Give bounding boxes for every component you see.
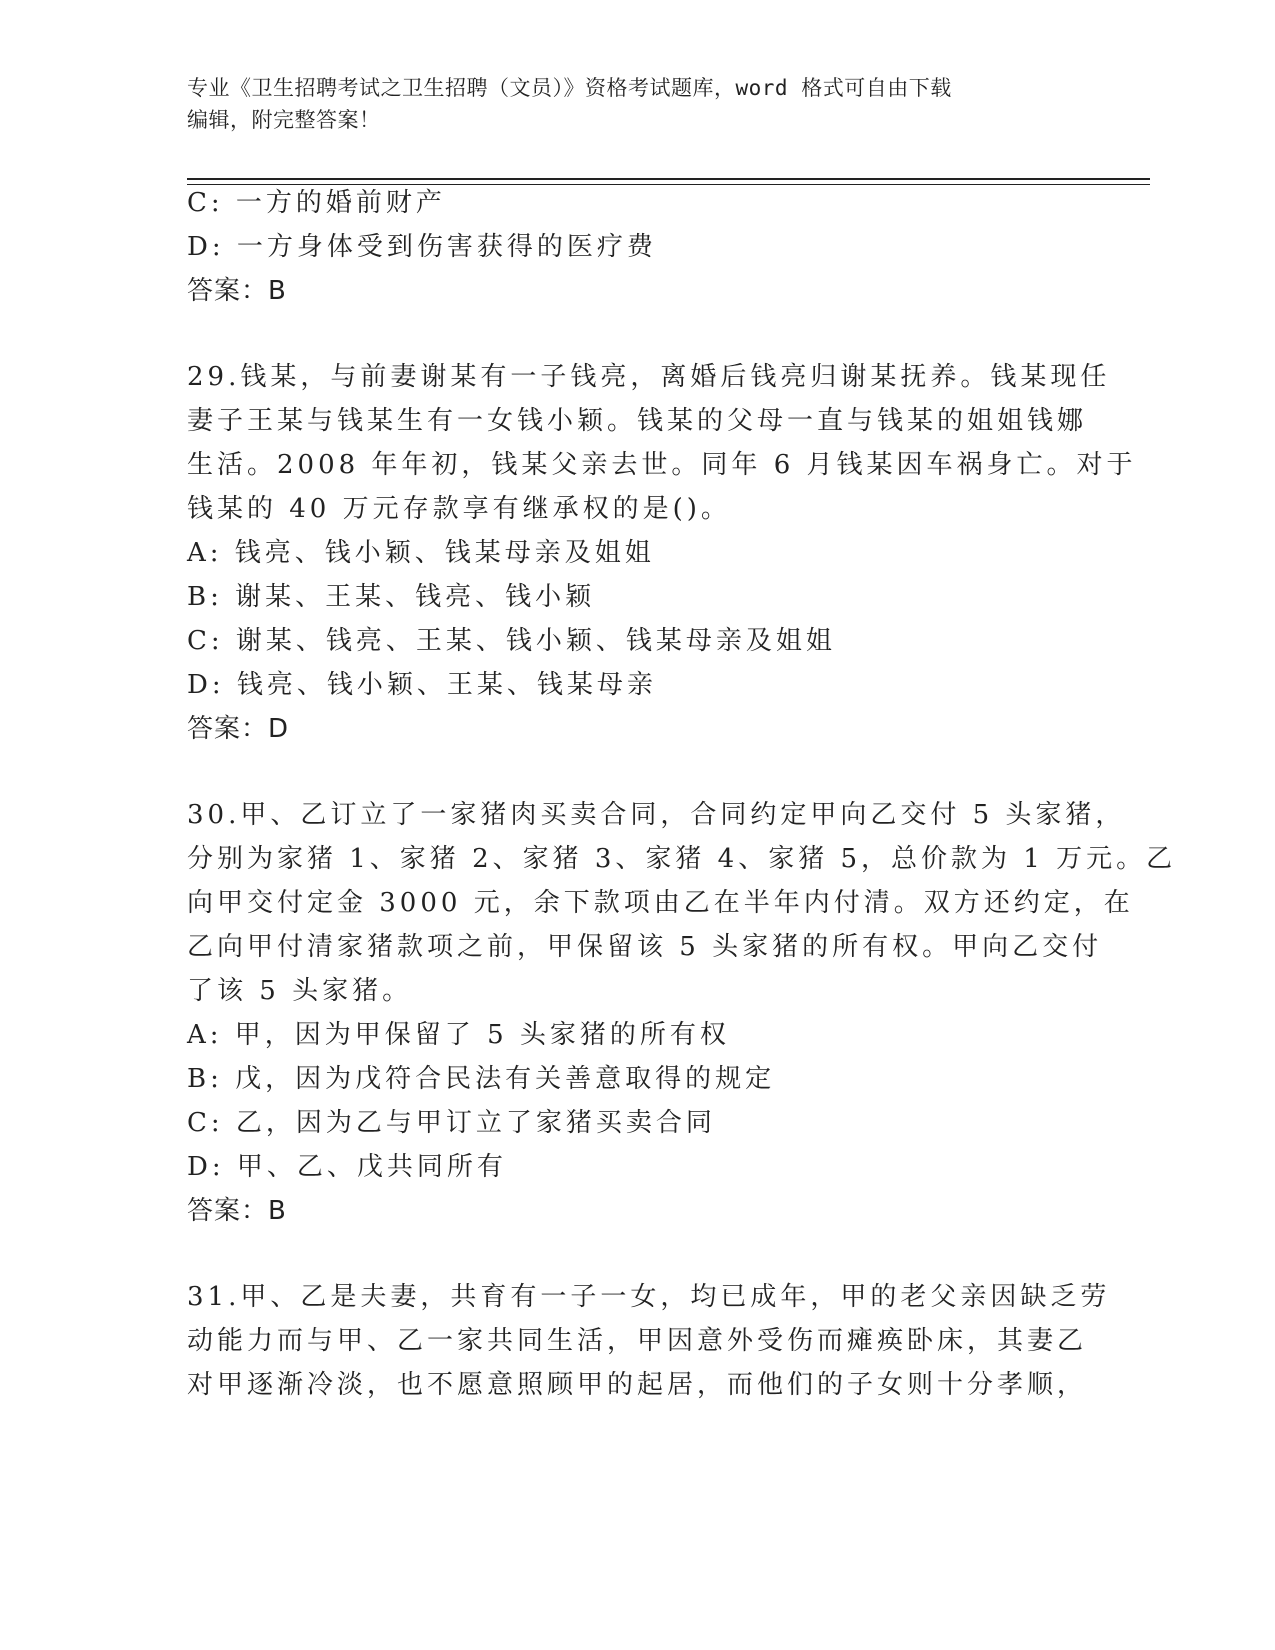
question-30-line-1: 30.甲、乙订立了一家猪肉买卖合同，合同约定甲向乙交付 5 头家猪， — [187, 800, 1126, 830]
question-29-line-4: 钱某的 40 万元存款享有继承权的是()。 — [187, 494, 731, 524]
question-30-option-a: A: 甲，因为甲保留了 5 头家猪的所有权 — [187, 1020, 730, 1050]
option-c: C: 一方的婚前财产 — [187, 188, 446, 218]
question-30-answer: 答案：B — [187, 1196, 287, 1226]
question-29-option-a: A: 钱亮、钱小颖、钱某母亲及姐姐 — [187, 538, 655, 568]
option-d: D: 一方身体受到伤害获得的医疗费 — [187, 232, 657, 262]
header-divider-thick — [187, 178, 1150, 180]
question-31-line-2: 动能力而与甲、乙一家共同生活，甲因意外受伤而瘫痪卧床，其妻乙 — [187, 1326, 1088, 1356]
document-header — [187, 72, 1067, 136]
header-divider-thin — [187, 184, 1150, 185]
question-31-line-3: 对甲逐渐冷淡，也不愿意照顾甲的起居，而他们的子女则十分孝顺， — [187, 1370, 1088, 1400]
question-29-option-b: B: 谢某、王某、钱亮、钱小颖 — [187, 582, 596, 612]
question-30-option-b: B: 戊，因为戊符合民法有关善意取得的规定 — [187, 1064, 776, 1094]
question-30-option-c: C: 乙，因为乙与甲订立了家猪买卖合同 — [187, 1108, 716, 1138]
header-line-1: 专业《卫生招聘考试之卫生招聘（文员）》资格考试题库，word 格式可自由下载 — [187, 76, 952, 100]
question-30-line-5: 了该 5 头家猪。 — [187, 976, 413, 1006]
question-31-line-1: 31.甲、乙是夫妻，共育有一子一女，均已成年，甲的老父亲因缺乏劳 — [187, 1282, 1111, 1312]
question-30-line-2: 分别为家猪 1、家猪 2、家猪 3、家猪 4、家猪 5，总价款为 1 万元。乙 — [187, 844, 1177, 874]
answer: 答案：B — [187, 276, 287, 306]
question-30-line-3: 向甲交付定金 3000 元，余下款项由乙在半年内付清。双方还约定，在 — [187, 888, 1134, 918]
question-29-line-1: 29.钱某，与前妻谢某有一子钱亮，离婚后钱亮归谢某抚养。钱某现任 — [187, 362, 1111, 392]
question-29-option-d: D: 钱亮、钱小颖、王某、钱某母亲 — [187, 670, 657, 700]
question-29-line-3: 生活。2008 年年初，钱某父亲去世。同年 6 月钱某因车祸身亡。对于 — [187, 450, 1137, 480]
question-29-line-2: 妻子王某与钱某生有一女钱小颖。钱某的父母一直与钱某的姐姐钱娜 — [187, 406, 1088, 436]
header-line-2: 编辑，附完整答案！ — [187, 108, 381, 132]
question-29-answer: 答案：D — [187, 714, 290, 744]
question-30-line-4: 乙向甲付清家猪款项之前，甲保留该 5 头家猪的所有权。甲向乙交付 — [187, 932, 1103, 962]
question-29-option-c: C: 谢某、钱亮、王某、钱小颖、钱某母亲及姐姐 — [187, 626, 836, 656]
question-30-option-d: D: 甲、乙、戊共同所有 — [187, 1152, 507, 1182]
